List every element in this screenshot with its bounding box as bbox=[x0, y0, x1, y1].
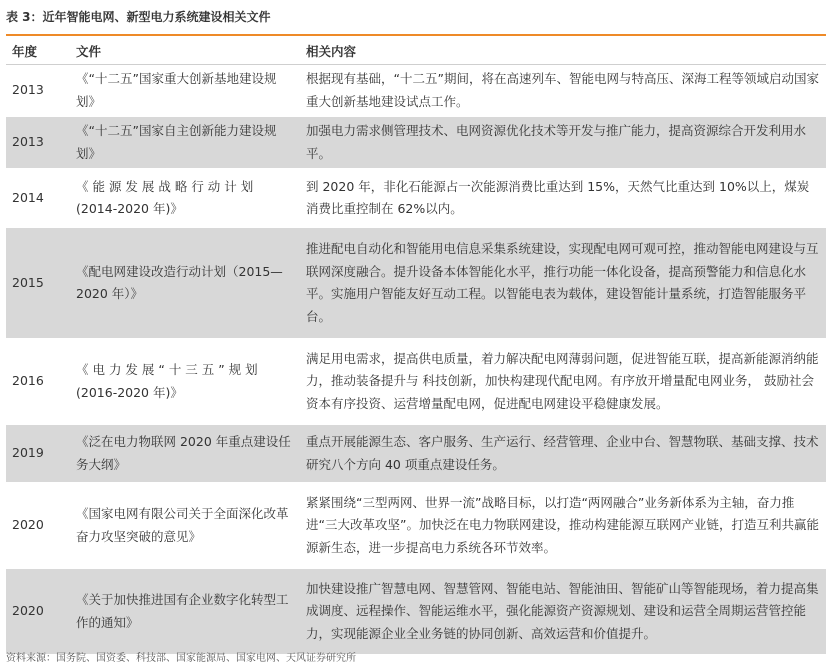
cell-content: 到 2020 年，非化石能源占一次能源消费比重达到 15%，天然气比重达到 10%以上，煤炭消费比重控制在 62%以内。 bbox=[300, 169, 826, 228]
cell-file: 《配电网建设改造行动计划（2015—2020 年）》 bbox=[70, 228, 300, 339]
cell-year: 2016 bbox=[6, 339, 70, 425]
table-row bbox=[6, 483, 826, 569]
header-content: 相关内容 bbox=[300, 38, 826, 65]
table-row bbox=[6, 339, 826, 425]
cell-content: 满足用电需求，提高供电质量，着力解决配电网薄弱问题，促进智能互联，提高新能源消纳能力，推动装备提升与 科技创新，加快构建现代配电网。有序放开增量配电网业务， 鼓励社会资本有序投资、运营增量配电网，促进配电网建设平稳健康发展。 bbox=[300, 339, 826, 425]
cell-file: 《泛在电力物联网 2020 年重点建设任务大纲》 bbox=[70, 425, 300, 483]
table-row bbox=[6, 228, 826, 339]
table-header-row bbox=[6, 38, 826, 65]
cell-file: 《关于加快推进国有企业数字化转型工作的通知》 bbox=[70, 569, 300, 655]
cell-year: 2013 bbox=[6, 65, 70, 117]
header-year: 年度 bbox=[6, 38, 70, 65]
cell-year: 2019 bbox=[6, 425, 70, 483]
cell-content: 根据现有基础，“十二五”期间，将在高速列车、智能电网与特高压、深海工程等领域启动国家重大创新基地建设试点工作。 bbox=[300, 65, 826, 117]
cell-year: 2020 bbox=[6, 483, 70, 569]
cell-file: 《“十二五”国家自主创新能力建设规划》 bbox=[70, 117, 300, 169]
caption-divider bbox=[6, 34, 826, 36]
cell-year: 2020 bbox=[6, 569, 70, 655]
cell-content: 重点开展能源生态、客户服务、生产运行、经营管理、企业中台、智慧物联、基础支撑、技术研究八个方向 40 项重点建设任务。 bbox=[300, 425, 826, 483]
table-row bbox=[6, 117, 826, 169]
table-row bbox=[6, 65, 826, 117]
cell-file: 《 电 力 发 展 “ 十 三 五 ” 规 划 (2016-2020 年)》 bbox=[70, 339, 300, 425]
source-note: 资料来源：国务院、国资委、科技部、国家能源局、国家电网、天风证券研究所 bbox=[6, 653, 356, 664]
table-row bbox=[6, 169, 826, 228]
cell-file: 《 能 源 发 展 战 略 行 动 计 划 (2014-2020 年)》 bbox=[70, 169, 300, 228]
table-row bbox=[6, 569, 826, 655]
cell-content: 加强电力需求侧管理技术、电网资源优化技术等开发与推广能力，提高资源综合开发利用水平。 bbox=[300, 117, 826, 169]
cell-file: 《国家电网有限公司关于全面深化改革奋力攻坚突破的意见》 bbox=[70, 483, 300, 569]
policy-table bbox=[6, 38, 826, 655]
cell-year: 2013 bbox=[6, 117, 70, 169]
cell-content: 加快建设推广智慧电网、智慧管网、智能电站、智能油田、智能矿山等智能现场，着力提高集成调度、远程操作、智能运维水平，强化能源资产资源规划、建设和运营全周期运营管控能力，实现能源企业全业务链的协同创新、高效运营和价值提升。 bbox=[300, 569, 826, 655]
cell-content: 推进配电自动化和智能用电信息采集系统建设，实现配电网可观可控，推动智能电网建设与互联网深度融合。提升设备本体智能化水平，推行功能一体化设备，提高预警能力和信息化水平。实施用户智能友好互动工程。以智能电表为载体，建设智能计量系统，打造智能服务平台。 bbox=[300, 228, 826, 339]
cell-content: 紧紧围绕“三型两网、世界一流”战略目标，以打造“两网融合”业务新体系为主轴，奋力推进“三大改革攻坚”。加快泛在电力物联网建设，推动构建能源互联网产业链，打造互利共赢能源新生态，进一步提高电力系统各环节效率。 bbox=[300, 483, 826, 569]
table-caption: 表 3：近年智能电网、新型电力系统建设相关文件 bbox=[6, 10, 271, 24]
cell-year: 2014 bbox=[6, 169, 70, 228]
cell-year: 2015 bbox=[6, 228, 70, 339]
header-file: 文件 bbox=[70, 38, 300, 65]
cell-file: 《“十二五”国家重大创新基地建设规划》 bbox=[70, 65, 300, 117]
table-row bbox=[6, 425, 826, 483]
